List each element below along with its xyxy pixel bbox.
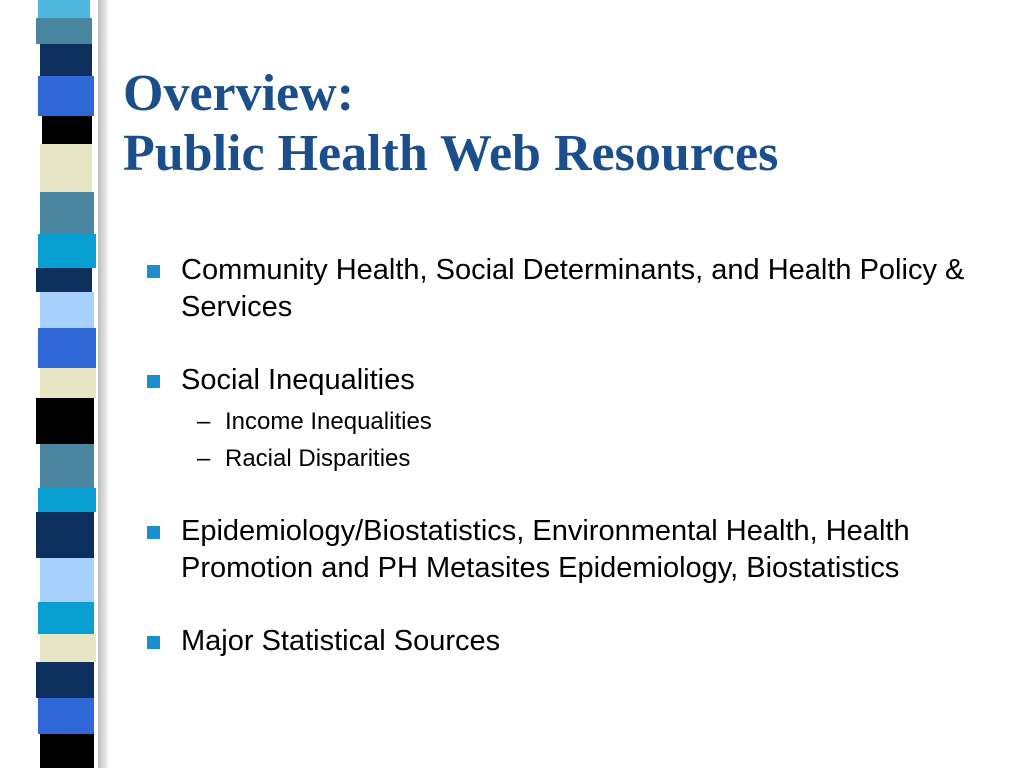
decorative-stripe [40, 292, 94, 328]
decorative-stripe [40, 192, 94, 234]
decorative-stripe [40, 44, 92, 76]
decorative-stripe [40, 144, 92, 192]
decorative-stripe [38, 76, 94, 116]
decorative-stripe [38, 698, 94, 734]
square-bullet-icon [147, 265, 160, 278]
title-line-2: Public Health Web Resources [123, 125, 779, 182]
square-bullet-icon [147, 375, 160, 388]
title-line-1: Overview: [123, 65, 355, 122]
decorative-stripe [38, 488, 96, 512]
bullet-item [140, 623, 1000, 660]
sub-bullet-text: Income Inequalities [225, 408, 432, 435]
decorative-stripe [40, 368, 96, 398]
square-bullet-icon [147, 636, 160, 649]
bullet-item [140, 513, 1000, 587]
decorative-stripe [40, 734, 94, 768]
sub-bullet-text: Racial Disparities [225, 445, 411, 472]
dash-bullet-icon: – [197, 408, 211, 435]
square-bullet-icon [147, 526, 160, 539]
bullet-item [140, 252, 1000, 326]
decorative-stripe [40, 634, 96, 662]
decorative-stripe [40, 558, 94, 602]
sub-bullet-item [181, 403, 1000, 440]
decorative-stripe [38, 602, 94, 634]
sub-bullet-item [181, 440, 1000, 477]
bullet-list [140, 252, 1000, 696]
decorative-stripe [40, 444, 94, 488]
decorative-stripe [36, 268, 92, 292]
decorative-stripe [36, 662, 94, 698]
decorative-stripe [38, 328, 96, 368]
decorative-striped-band [0, 0, 100, 768]
decorative-stripe [36, 18, 92, 44]
bullet-text: Epidemiology/Biostatistics, Environmental Health, Health Promotion and PH Metasites Epidemiology, Biostatistics [181, 515, 910, 584]
slide-title [123, 64, 778, 184]
bullet-text: Social Inequalities [181, 364, 415, 396]
dash-bullet-icon: – [197, 445, 211, 472]
decorative-stripe [36, 398, 94, 444]
decorative-stripe [42, 116, 92, 144]
decorative-stripe [38, 0, 90, 18]
decorative-stripe [38, 234, 96, 268]
decorative-stripe [36, 512, 94, 558]
sub-bullet-list [181, 403, 1000, 477]
bullet-text: Community Health, Social Determinants, and Health Policy & Services [181, 254, 965, 323]
bullet-item [140, 362, 1000, 477]
bullet-text: Major Statistical Sources [181, 625, 501, 657]
